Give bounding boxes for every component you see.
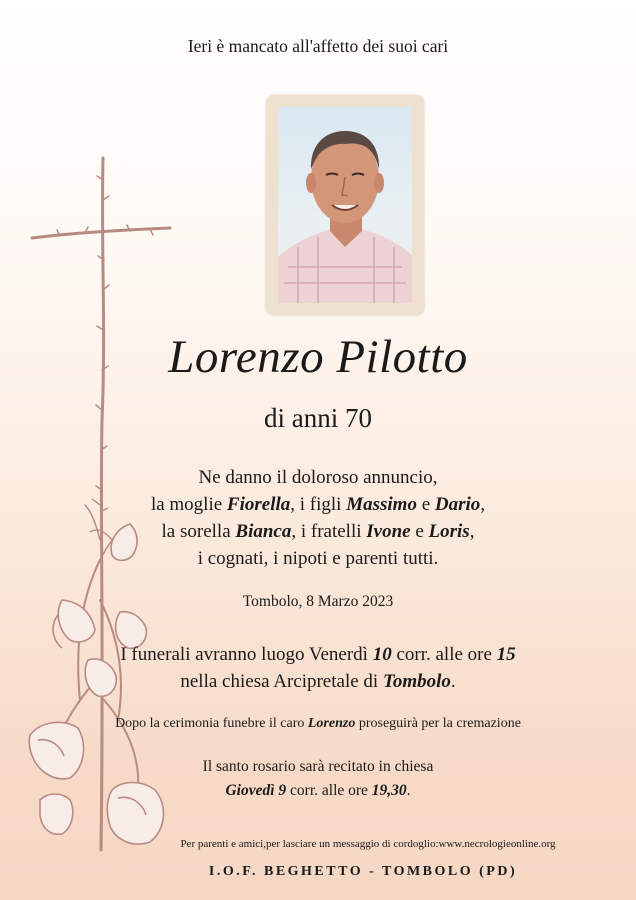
family-line-2	[0, 491, 636, 518]
text-fragment: la moglie	[150, 494, 227, 515]
deceased-name: Lorenzo Pilotto	[168, 331, 468, 383]
funeral-details	[0, 641, 636, 695]
family-line-1: Ne danno il doloroso annuncio,	[198, 467, 438, 488]
funeral-home-name: I.O.F. BEGHETTO - TOMBOLO (PD)	[208, 864, 518, 879]
cremation-note	[0, 716, 636, 732]
funeral-line-2	[0, 668, 636, 695]
funeral-hour: 15	[496, 644, 516, 665]
rosary-details	[0, 755, 636, 803]
funeral-day: 10	[372, 644, 392, 665]
family-line-3	[0, 518, 636, 545]
sister-name: Bianca	[235, 521, 292, 542]
rosary-hour: 19,30	[371, 782, 407, 799]
portrait-illustration	[278, 107, 412, 303]
text-fragment: ,	[480, 494, 486, 515]
portrait-frame	[266, 95, 424, 315]
text-fragment: .	[450, 671, 456, 692]
text-fragment: e	[416, 494, 435, 515]
brother-name: Loris	[428, 521, 470, 542]
family-line-4: i cognati, i nipoti e parenti tutti.	[197, 548, 439, 569]
text-fragment: , i figli	[290, 494, 347, 515]
rosary-line-2	[0, 779, 636, 803]
wife-name: Fiorella	[226, 494, 291, 515]
family-announcement	[0, 464, 636, 572]
announcement: Ieri è mancato all'affetto dei suoi cari	[187, 36, 449, 56]
text-fragment: , i fratelli	[291, 521, 367, 542]
son-name: Massimo	[346, 494, 417, 515]
deceased-age: di anni 70	[264, 403, 372, 433]
funeral-place: Tombolo	[382, 671, 451, 692]
text-fragment: Dopo la cerimonia funebre il caro	[115, 716, 308, 731]
funeral-line-1	[0, 641, 636, 668]
son-name: Dario	[434, 494, 481, 515]
text-fragment: ,	[469, 521, 475, 542]
brother-name: Ivone	[366, 521, 411, 542]
text-fragment: la sorella	[161, 521, 236, 542]
text-fragment: .	[406, 782, 411, 799]
text-fragment: I funerali avranno luogo Venerdì	[120, 644, 373, 665]
rosary-day: Giovedì 9	[225, 782, 287, 799]
text-fragment: nella chiesa Arcipretale di	[180, 671, 383, 692]
text-fragment: e	[410, 521, 429, 542]
cremation-name: Lorenzo	[307, 716, 356, 731]
rosary-line-1: Il santo rosario sarà recitato in chiesa	[202, 758, 434, 775]
portrait-photo	[278, 107, 412, 303]
text-fragment: corr. alle ore	[391, 644, 497, 665]
place-and-date: Tombolo, 8 Marzo 2023	[242, 593, 394, 610]
condolence-contact-note: Per parenti e amici,per lasciare un messaggio di cordoglio:www.necrologieonline.org	[180, 838, 556, 850]
text-fragment: corr. alle ore	[286, 782, 372, 799]
text-fragment: proseguirà per la cremazione	[355, 716, 521, 731]
